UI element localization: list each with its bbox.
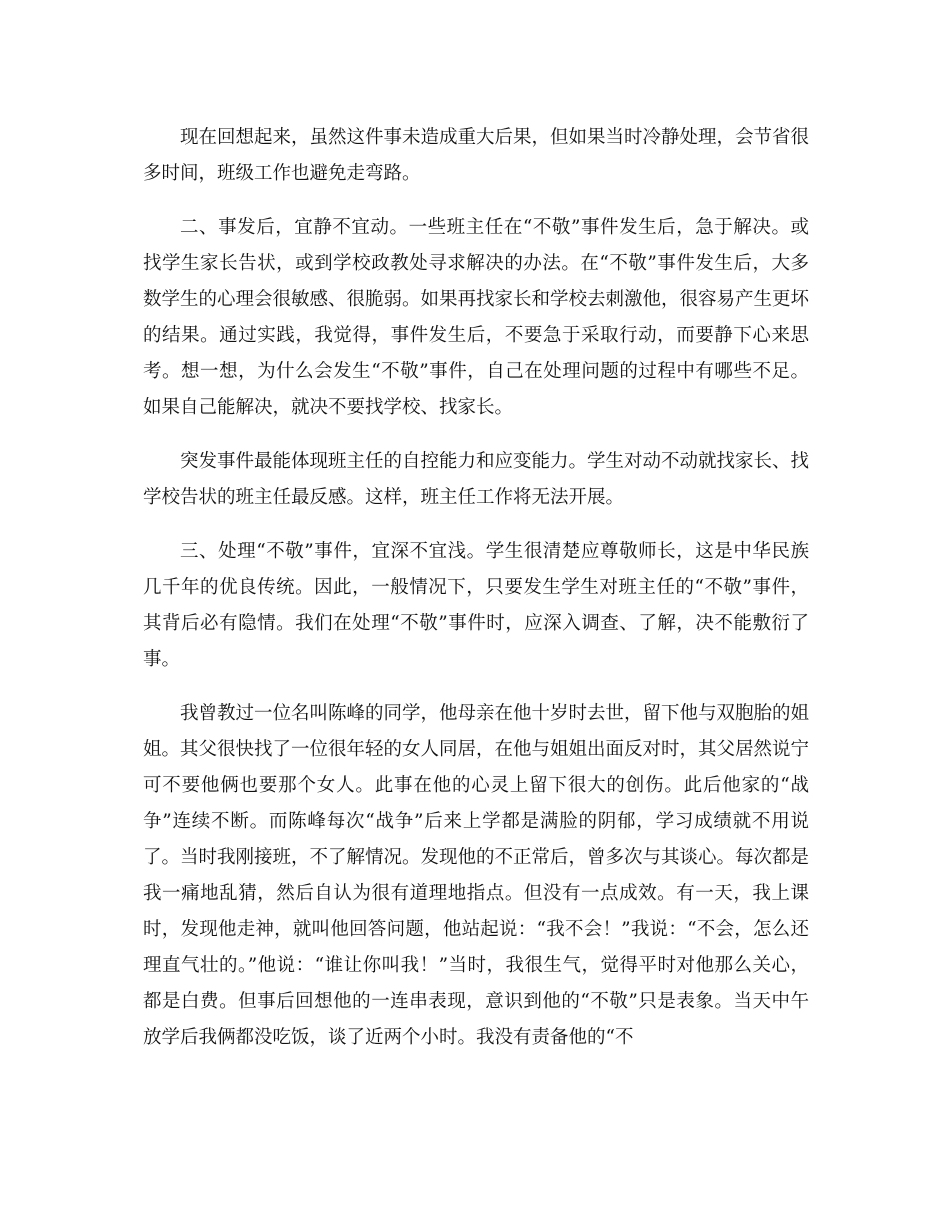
document-body — [143, 120, 809, 1074]
paragraph-reflection: 现在回想起来，虽然这件事未造成重大后果，但如果当时冷静处理，会节省很多时间，班级工作也避免走弯路。 — [143, 127, 810, 184]
paragraph-point-three: 三、处理“不敬”事件，宜深不宜浅。学生很清楚应尊敬师长，这是中华民族几千年的优良传统。因此，一般情况下，只要发生学生对班主任的“不敬”事件，其背后必有隐情。我们在处理“不敬”事件时，应深入调查、了解，决不能敷衍了事。 — [143, 541, 809, 670]
paragraph-case-story: 我曾教过一位名叫陈峰的同学，他母亲在他十岁时去世，留下他与双胞胎的姐姐。其父很快找了一位很年轻的女人同居，在他与姐姐出面反对时，其父居然说宁可不要他俩也要那个女人。此事在他的心灵上留下很大的创伤。此后他家的“战争”连续不断。而陈峰每次“战争”后来上学都是满脸的阴郁，学习成绩就不用说了。当时我刚接班，不了解情况。发现他的不正常后，曾多次与其谈心。每次都是我一痛地乱猜，然后自认为很有道理地指点。但没有一点成效。有一天，我上课时，发现他走神，就叫他回答问题，他站起说：“我不会！”我说：“不会，怎么还理直气壮的。”他说：“谁让你叫我！”当时，我很生气，觉得平时对他那么关心，都是白费。但事后回想他的一连串表现，意识到他的“不敬”只是表象。当天中午放学后我俩都没吃饭，谈了近两个小时。我没有责备他的“不 — [143, 703, 810, 1048]
paragraph-point-two: 二、事发后，宜静不宜动。一些班主任在“不敬”事件发生后，急于解决。或找学生家长告状，或到学校政教处寻求解决的办法。在“不敬”事件发生后，大多数学生的心理会很敏感、很脆弱。如果再找家长和学校去刺激他，很容易产生更坏的结果。通过实践，我觉得，事件发生后，不要急于采取行动，而要静下心来思考。想一想，为什么会发生“不敬”事件，自己在处理问题的过程中有哪些不足。如果自己能解决，就决不要找学校、找家长。 — [143, 217, 810, 418]
paragraph-emergency: 突发事件最能体现班主任的自控能力和应变能力。学生对动不动就找家长、找学校告状的班主任最反感。这样，班主任工作将无法开展。 — [143, 451, 810, 508]
